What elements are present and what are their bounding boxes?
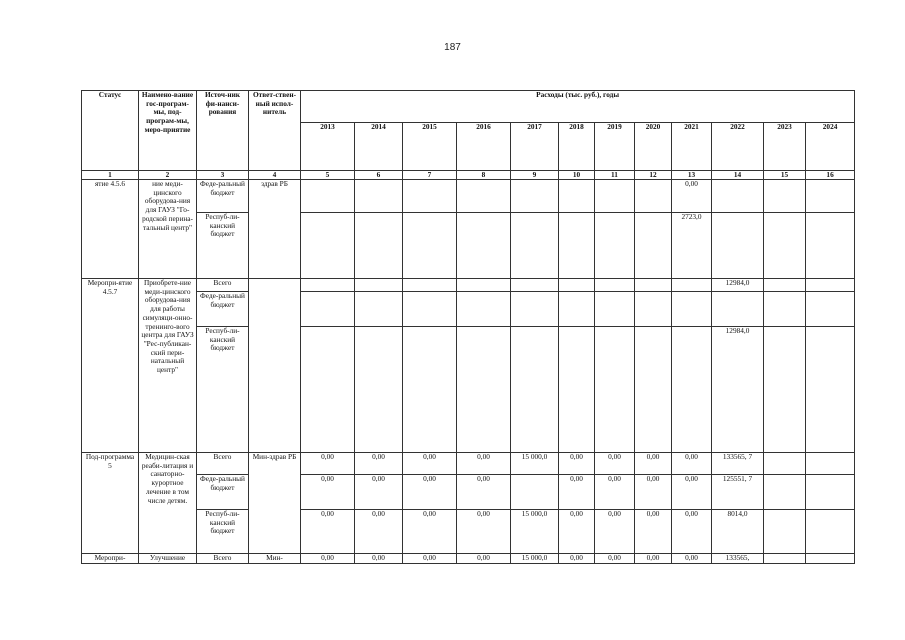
- expense-cell: 0,00: [635, 453, 672, 475]
- expense-cell: 0,00: [301, 475, 355, 510]
- row-responsible: [249, 279, 301, 453]
- year-2022: 2022: [712, 123, 764, 171]
- year-2020: 2020: [635, 123, 672, 171]
- expense-cell: [764, 453, 806, 475]
- expense-cell: [764, 554, 806, 564]
- expense-cell: 0,00: [635, 475, 672, 510]
- expense-cell: 15 000,0: [511, 554, 559, 564]
- table-row: [82, 510, 855, 554]
- colnum: 5: [301, 171, 355, 180]
- expense-cell: 0,00: [457, 453, 511, 475]
- expense-cell: [355, 327, 403, 453]
- row-source: Респуб-ли-канский бюджет: [197, 213, 249, 279]
- expense-cell: [403, 279, 457, 292]
- year-2014: 2014: [355, 123, 403, 171]
- colnum: 13: [672, 171, 712, 180]
- row-responsible: Мин-: [249, 554, 301, 564]
- expense-cell: [806, 327, 855, 453]
- row-status: Меропри-: [82, 554, 139, 564]
- expense-cell: [559, 213, 595, 279]
- expense-cell: [806, 554, 855, 564]
- row-source: Всего: [197, 554, 249, 564]
- expense-cell: [559, 292, 595, 327]
- expense-cell: 0,00: [403, 510, 457, 554]
- expense-cell: [806, 292, 855, 327]
- expense-cell: [457, 180, 511, 213]
- expense-cell: [511, 180, 559, 213]
- expense-cell: 15 000,0: [511, 453, 559, 475]
- expense-cell: 0,00: [403, 554, 457, 564]
- expense-cell: 15 000,0: [511, 510, 559, 554]
- expense-cell: [403, 292, 457, 327]
- expense-cell: [764, 180, 806, 213]
- expense-cell: [355, 180, 403, 213]
- colnum: 8: [457, 171, 511, 180]
- expense-cell: 0,00: [672, 475, 712, 510]
- expense-cell: [635, 292, 672, 327]
- expense-cell: [635, 180, 672, 213]
- expense-cell: [457, 327, 511, 453]
- expense-cell: 0,00: [457, 510, 511, 554]
- expense-cell: [595, 327, 635, 453]
- colnum: 11: [595, 171, 635, 180]
- row-responsible: здрав РБ: [249, 180, 301, 279]
- expense-cell: [595, 279, 635, 292]
- expense-cell: [511, 327, 559, 453]
- colnum: 14: [712, 171, 764, 180]
- expense-cell: [511, 292, 559, 327]
- expense-cell: [355, 279, 403, 292]
- row-name: Медицин-ская реаби-литация и санаторно-курортное лечение в том числе детям.: [139, 453, 197, 554]
- colnum: 16: [806, 171, 855, 180]
- row-status: Меропри-ятие 4.5.7: [82, 279, 139, 453]
- expense-cell: [635, 279, 672, 292]
- colnum: 6: [355, 171, 403, 180]
- expense-cell: [806, 453, 855, 475]
- expense-cell: [355, 292, 403, 327]
- expense-cell: 0,00: [595, 453, 635, 475]
- expense-cell: [764, 510, 806, 554]
- expense-cell: 0,00: [355, 510, 403, 554]
- colnum: 10: [559, 171, 595, 180]
- expense-cell: 0,00: [403, 453, 457, 475]
- expense-cell: [559, 279, 595, 292]
- row-name: Приобрете-ние меди-цинского оборудова-ния для работы симуляци-онно-тренинго-вого центра для ГАУЗ "Рес-публикан-ский пери-натальный центр": [139, 279, 197, 453]
- expense-cell: [764, 213, 806, 279]
- row-source: Феде-ральный бюджет: [197, 475, 249, 510]
- year-2013: 2013: [301, 123, 355, 171]
- colnum: 7: [403, 171, 457, 180]
- expense-cell: 0,00: [559, 475, 595, 510]
- expense-cell: 0,00: [595, 554, 635, 564]
- budget-table: [81, 90, 855, 564]
- table-row: [82, 180, 855, 213]
- expense-cell: [403, 213, 457, 279]
- expense-cell: 0,00: [301, 453, 355, 475]
- expense-cell: 0,00: [355, 554, 403, 564]
- row-status: ятие 4.5.6: [82, 180, 139, 279]
- row-source: Всего: [197, 279, 249, 292]
- year-2019: 2019: [595, 123, 635, 171]
- expense-cell: 0,00: [355, 453, 403, 475]
- expense-cell: [764, 327, 806, 453]
- expense-cell: 0,00: [355, 475, 403, 510]
- header-status: Статус: [82, 91, 139, 171]
- year-2015: 2015: [403, 123, 457, 171]
- expense-cell: 0,00: [672, 554, 712, 564]
- colnum: 1: [82, 171, 139, 180]
- table-row: [82, 554, 855, 564]
- expense-cell: 12984,0: [712, 327, 764, 453]
- expense-cell: [301, 292, 355, 327]
- expense-cell: 0,00: [403, 475, 457, 510]
- expense-cell: 0,00: [559, 453, 595, 475]
- expense-cell: 125551, 7: [712, 475, 764, 510]
- year-2016: 2016: [457, 123, 511, 171]
- expense-cell: 0,00: [595, 475, 635, 510]
- expense-cell: [806, 510, 855, 554]
- expense-cell: [712, 292, 764, 327]
- row-source: Всего: [197, 453, 249, 475]
- row-source: Респуб-ли-канский бюджет: [197, 327, 249, 453]
- expense-cell: 0,00: [559, 554, 595, 564]
- colnum: 2: [139, 171, 197, 180]
- row-name: ние меди-цинского оборудова-ния для ГАУЗ "Го-родской перина-тальный центр": [139, 180, 197, 279]
- expense-cell: 0,00: [672, 453, 712, 475]
- expense-cell: [806, 475, 855, 510]
- expense-cell: [672, 292, 712, 327]
- expense-cell: 133565,: [712, 554, 764, 564]
- expense-cell: [457, 279, 511, 292]
- year-2024: 2024: [806, 123, 855, 171]
- expense-cell: [595, 180, 635, 213]
- expense-cell: 0,00: [457, 554, 511, 564]
- header-row: [82, 91, 855, 123]
- expense-cell: [672, 327, 712, 453]
- expense-cell: [595, 213, 635, 279]
- expense-cell: [301, 213, 355, 279]
- expense-cell: 8014,0: [712, 510, 764, 554]
- column-number-row: [82, 171, 855, 180]
- expense-cell: [457, 213, 511, 279]
- expense-cell: 0,00: [595, 510, 635, 554]
- expense-cell: [595, 292, 635, 327]
- row-responsible: Мин-здрав РБ: [249, 453, 301, 554]
- expense-cell: [764, 475, 806, 510]
- expense-cell: [511, 279, 559, 292]
- expense-cell: 0,00: [301, 510, 355, 554]
- table-row: [82, 279, 855, 292]
- colnum: 9: [511, 171, 559, 180]
- expense-cell: 133565, 7: [712, 453, 764, 475]
- expense-cell: [806, 213, 855, 279]
- row-source: Феде-ральный бюджет: [197, 180, 249, 213]
- table-row: [82, 453, 855, 475]
- expense-cell: 0,00: [672, 180, 712, 213]
- row-source: Феде-ральный бюджет: [197, 292, 249, 327]
- expense-cell: 0,00: [635, 554, 672, 564]
- expense-cell: 0,00: [559, 510, 595, 554]
- expense-cell: 0,00: [635, 510, 672, 554]
- expense-cell: [301, 279, 355, 292]
- expense-cell: [559, 327, 595, 453]
- expense-cell: [403, 180, 457, 213]
- expense-cell: [672, 279, 712, 292]
- row-source: Респуб-ли-канский бюджет: [197, 510, 249, 554]
- year-2018: 2018: [559, 123, 595, 171]
- table-row: [82, 475, 855, 510]
- expense-cell: [355, 213, 403, 279]
- year-2017: 2017: [511, 123, 559, 171]
- colnum: 15: [764, 171, 806, 180]
- year-2023: 2023: [764, 123, 806, 171]
- expense-cell: [764, 292, 806, 327]
- expense-cell: [457, 292, 511, 327]
- expense-cell: [511, 213, 559, 279]
- expense-cell: [301, 327, 355, 453]
- expense-cell: 0,00: [301, 554, 355, 564]
- expense-cell: [403, 327, 457, 453]
- expense-cell: 12984,0: [712, 279, 764, 292]
- expense-cell: 0,00: [672, 510, 712, 554]
- expense-cell: [806, 279, 855, 292]
- row-name: Улучшение: [139, 554, 197, 564]
- year-2021: 2021: [672, 123, 712, 171]
- expense-cell: [712, 213, 764, 279]
- table-row: [82, 292, 855, 327]
- expense-cell: 2723,0: [672, 213, 712, 279]
- expense-cell: [559, 180, 595, 213]
- expense-cell: [712, 180, 764, 213]
- colnum: 12: [635, 171, 672, 180]
- page-number: 187: [444, 42, 461, 53]
- header-name: Наимено-вание гос-програм-мы, под-програм-мы, меро-приятие: [139, 91, 197, 171]
- colnum: 3: [197, 171, 249, 180]
- table-row: [82, 327, 855, 453]
- row-status: Под-программа 5: [82, 453, 139, 554]
- header-responsible: Ответ-ствен-ный испол-нитель: [249, 91, 301, 171]
- expense-cell: [301, 180, 355, 213]
- table-row: [82, 213, 855, 279]
- expense-cell: [764, 279, 806, 292]
- expense-cell: [635, 327, 672, 453]
- header-source: Источ-ник фи-нанси-рования: [197, 91, 249, 171]
- expense-cell: 0,00: [457, 475, 511, 510]
- expense-cell: [635, 213, 672, 279]
- expense-cell: [806, 180, 855, 213]
- expense-cell: [511, 475, 559, 510]
- colnum: 4: [249, 171, 301, 180]
- header-expenses: Расходы (тыс. руб.), годы: [301, 91, 855, 123]
